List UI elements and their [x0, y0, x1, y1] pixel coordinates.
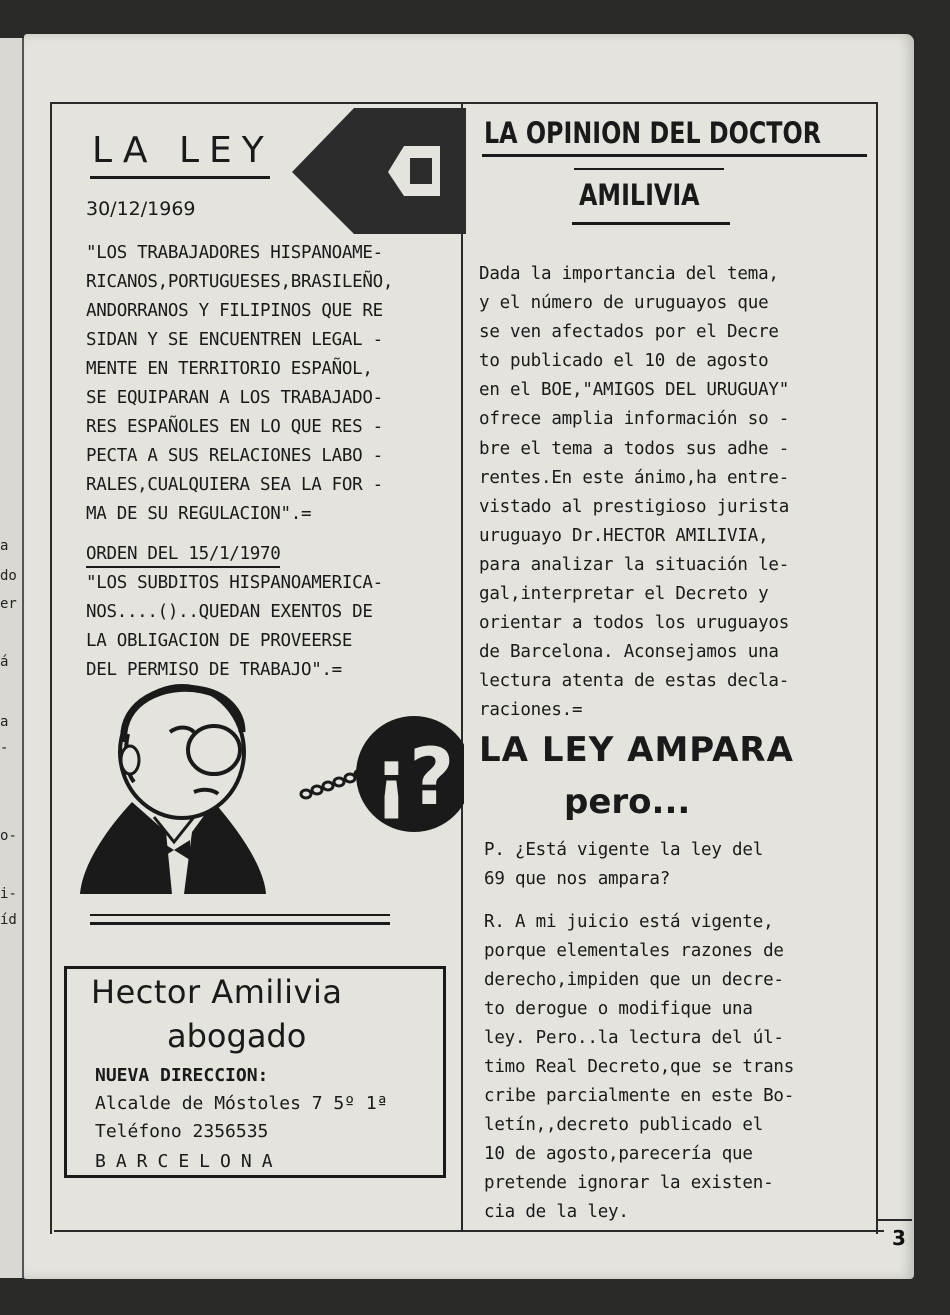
intro-paragraph: Dada la importancia del tema, y el número de uruguayos que se ven afectados por el Decre to publicado el 10 de agosto en el BOE,"AMIGOS DEL URUGUAY" ofrece amplia información so - bre el tema a todos sus adhe - rentes.En este ánimo,ha entre- vistado al prestigioso jurista uruguayo Dr.HECTOR AMILIVIA, para analizar la situación le- gal,interpretar el Decreto y orientar a todos los uruguayos de Barcelona. Aconsejamos una lectura atenta de estas decla- raciones.= — [479, 264, 790, 721]
card-address: Alcalde de Móstoles 7 5º 1ª — [95, 1093, 388, 1114]
facing-page-fragment: a — [0, 538, 9, 554]
arrow-logo-icon — [292, 106, 468, 238]
card-role: abogado — [167, 1017, 307, 1055]
opinion-subtitle-underline — [572, 222, 730, 225]
page-number: 3 — [892, 1226, 906, 1250]
facing-page-fragment: i- — [0, 886, 17, 902]
card-name: Hector Amilivia — [91, 973, 343, 1011]
opinion-title: LA OPINION DEL DOCTOR — [484, 116, 822, 150]
facing-page-fragment: do — [0, 568, 17, 584]
title-underline — [90, 176, 270, 179]
cartoon-man-illustration — [74, 682, 464, 898]
subheadline: pero... — [564, 782, 691, 822]
svg-text:¡?: ¡? — [373, 733, 455, 823]
facing-page-fragment: - — [0, 740, 9, 756]
orden-heading: ORDEN DEL 15/1/1970 — [86, 542, 280, 568]
opinion-title-underline — [482, 154, 867, 157]
facing-page-fragment: á — [0, 654, 9, 670]
frame-bottom-rule — [54, 1230, 884, 1232]
section-rule — [90, 914, 390, 916]
interview-question: P. ¿Está vigente la ley del 69 que nos ampara? — [484, 840, 764, 889]
law-date: 30/12/1969 — [86, 198, 196, 220]
headline: LA LEY AMPARA — [479, 730, 794, 770]
facing-page-edge — [0, 38, 24, 1278]
la-ley-title: LA LEY — [92, 130, 274, 171]
card-phone: Teléfono 2356535 — [95, 1121, 269, 1142]
bulletin-page — [24, 34, 914, 1279]
lawyer-business-card — [64, 966, 446, 1178]
opinion-subtitle: AMILIVIA — [579, 178, 700, 212]
facing-page-fragment: er — [0, 596, 17, 612]
interview-answer: R. A mi juicio está vigente, porque elementales razones de derecho,impiden que un decre- to derogue o modifique una ley. Pero..la lectura del úl- timo Real Decreto,que se trans cribe parcialmente en este Bo- letín,,decreto publicado el 10 de agosto,parecería que pretende ignorar la existen- cia de la ley. — [484, 912, 795, 1222]
amilivia-overline — [574, 168, 724, 170]
law-quote-1969: "LOS TRABAJADORES HISPANOAME- RICANOS,PORTUGUESES,BRASILEÑO, ANDORRANOS Y FILIPINOS QUE RE SIDAN Y SE ENCUENTREN LEGAL - MENTE EN TERRITORIO ESPAÑOL, SE EQUIPARAN A LOS TRABAJADO- RES ESPAÑOLES EN LO QUE RES - PECTA A SUS RELACIONES LABO - RALES,CUALQUIERA SEA LA FOR - MA DE SU REGULACION".= — [86, 243, 394, 524]
card-address-label: NUEVA DIRECCION: — [95, 1065, 269, 1086]
page-number-rule — [876, 1219, 912, 1221]
orden-quote-1970: "LOS SUBDITOS HISPANOAMERICA- NOS....()..QUEDAN EXENTOS DE LA OBLIGACION DE PROVEERSE DEL PERMISO DE TRABAJO".= — [86, 573, 383, 680]
facing-page-fragment: íd — [0, 912, 17, 928]
facing-page-fragment: a — [0, 714, 9, 730]
section-rule — [90, 922, 390, 925]
facing-page-fragment: o- — [0, 828, 17, 844]
card-city: BARCELONA — [95, 1151, 283, 1172]
